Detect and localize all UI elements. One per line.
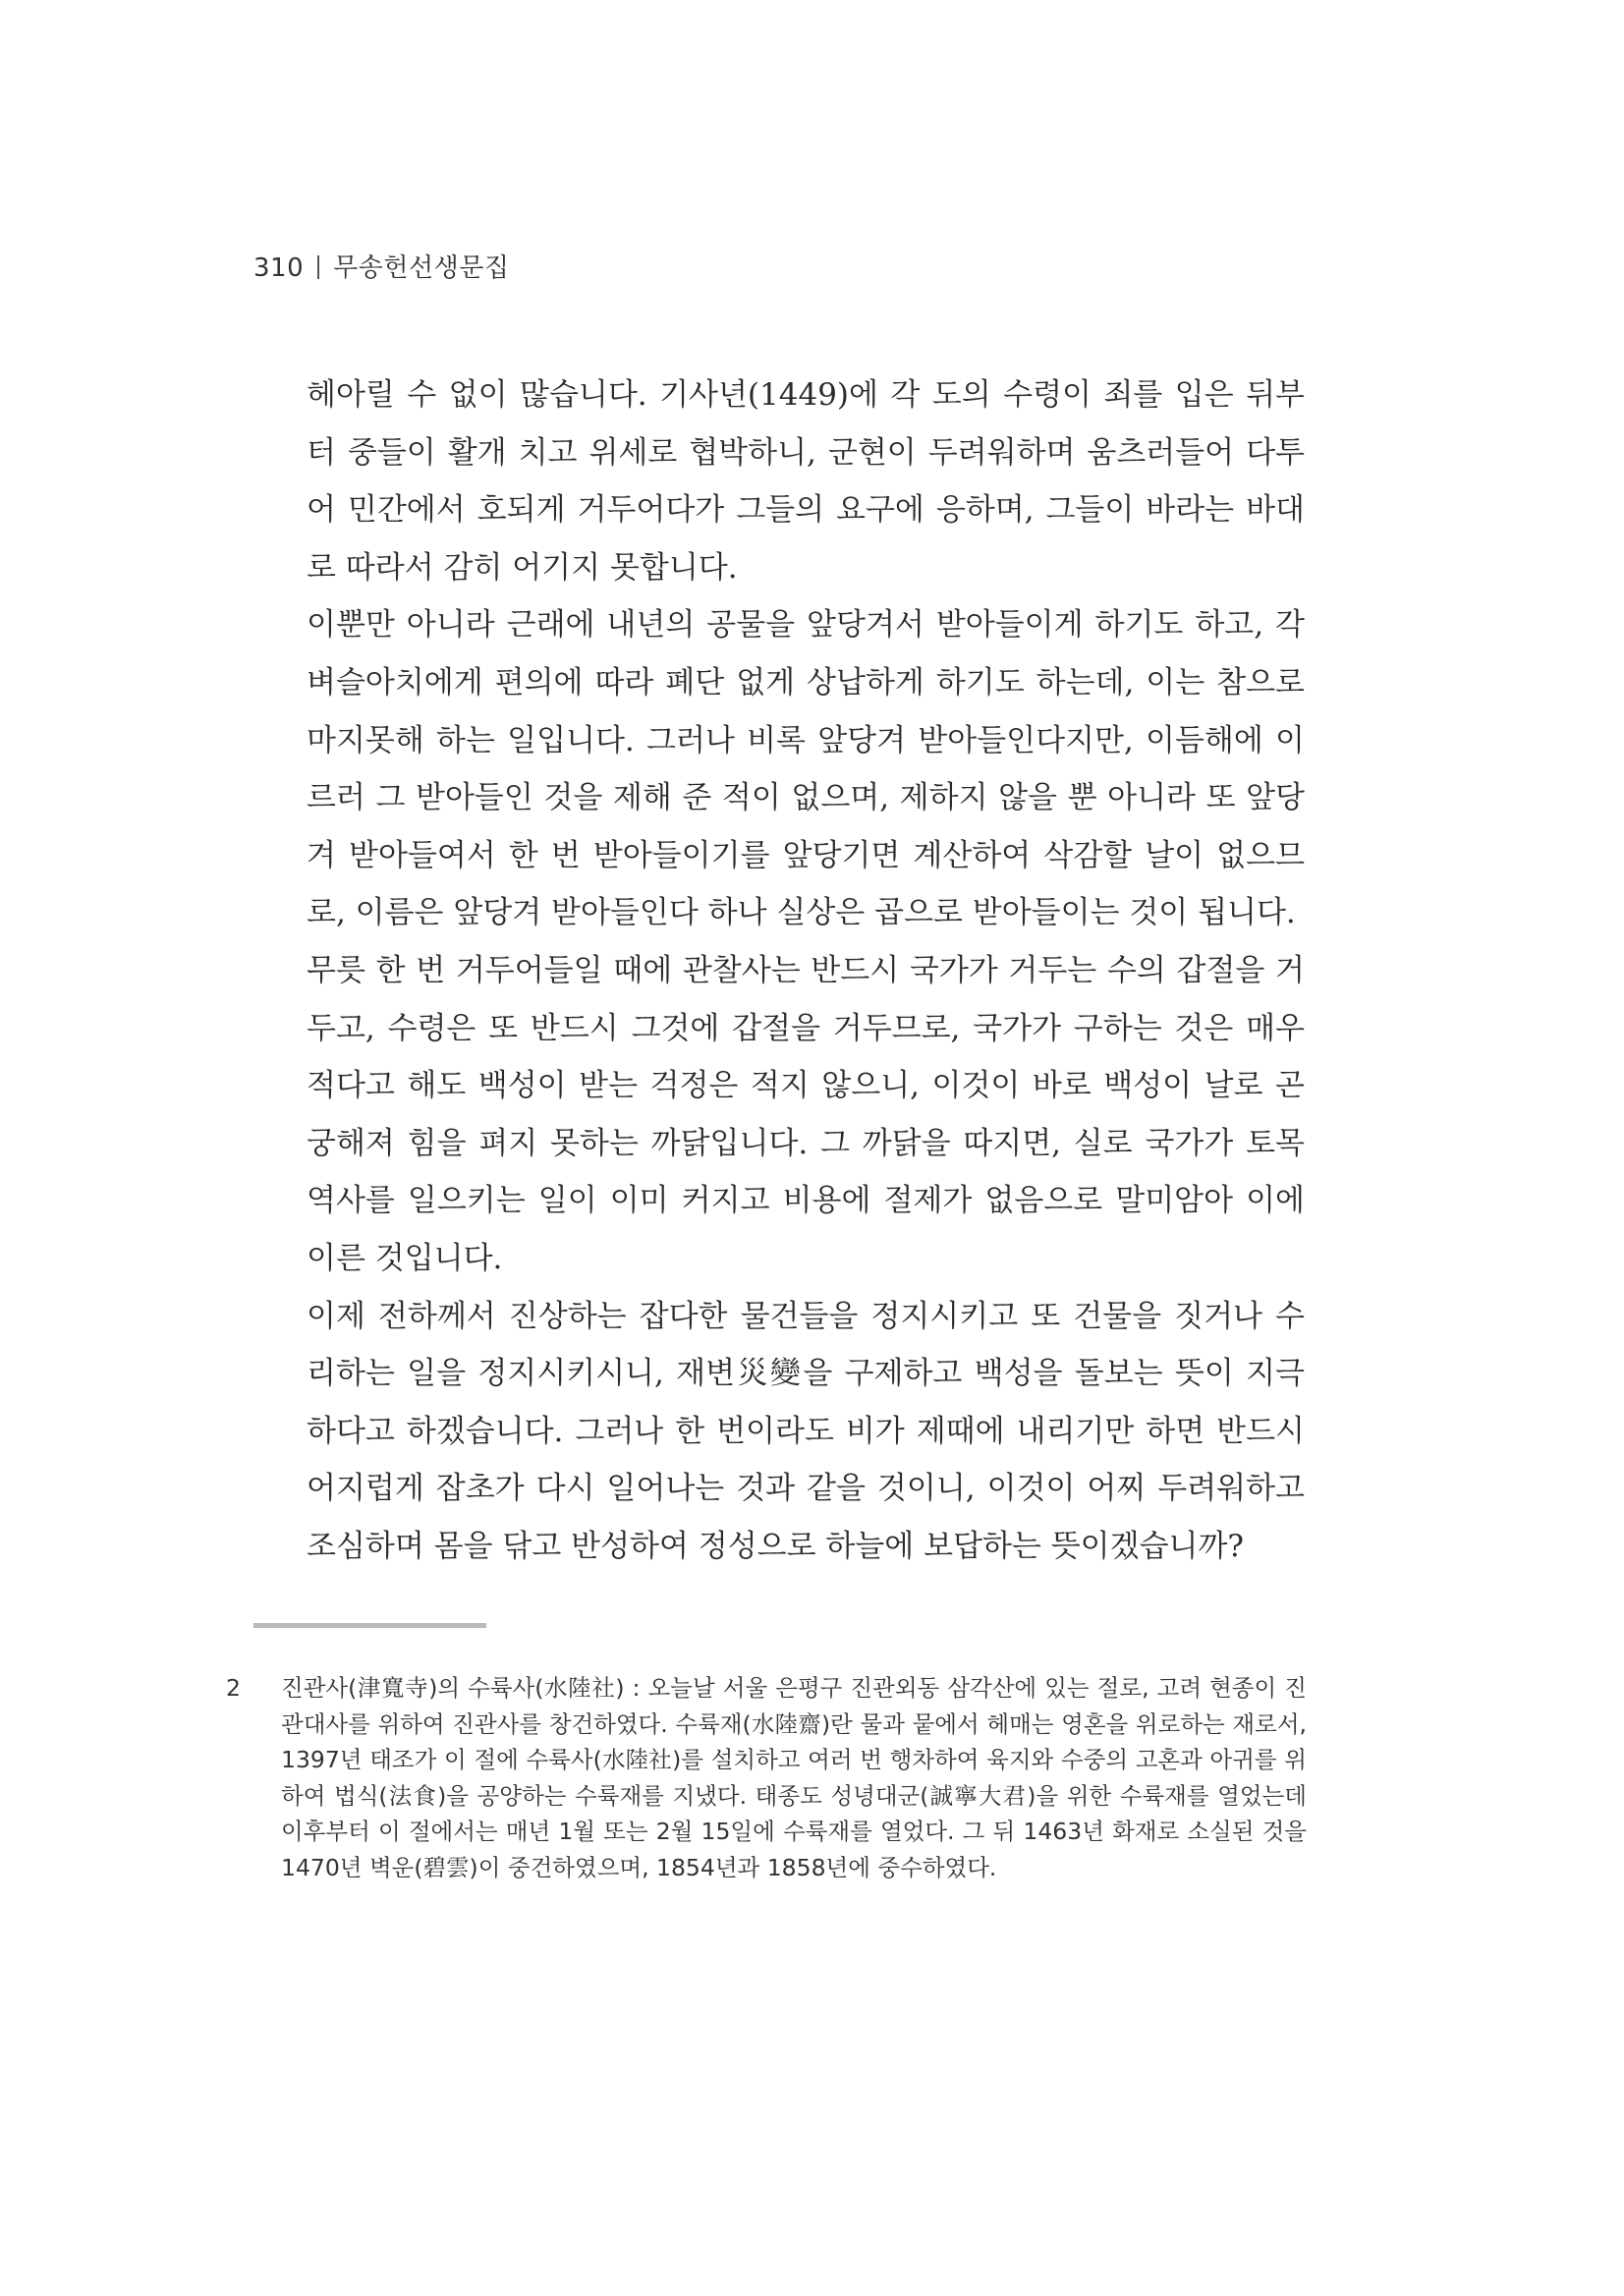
footnote-text: 진관사(津寬寺)의 수륙사(水陸社) : 오늘날 서울 은평구 진관외동 삼각산에 있는 절로, 고려 현종이 진관대사를 위하여 진관사를 창건하였다. 수륙재(水陸齋)란 물과 뭍에서 헤매는 영혼을 위로하는 재로서, 1397년 태조가 이 절에 수륙사(水陸社)를 설치하고 여러 번 행차하여 육지와 수중의 고혼과 아귀를 위하여 법식(法食)을 공양하는 수륙재를 지냈다. 태종도 성녕대군(誠寧大君)을 위한 수륙재를 열었는데 이후부터 이 절에서는 매년 1월 또는 2월 15일에 수륙재를 열었다. 그 뒤 1463년 화재로 소실된 것을 1470년 벽운(碧雲)이 중건하였으며, 1854년과 1858년에 중수하였다. xyxy=(281,1674,1307,1881)
body-paragraph-4: 이제 전하께서 진상하는 잡다한 물건들을 정지시키고 또 건물을 짓거나 수리하는 일을 정지시키시니, 재변災變을 구제하고 백성을 돌보는 뜻이 지극하다고 하겠습니다. 그러나 한 번이라도 비가 제때에 내리기만 하면 반드시 어지럽게 잡초가 다시 일어나는 것과 같을 것이니, 이것이 어찌 두려워하고 조심하며 몸을 닦고 반성하여 정성으로 하늘에 보답하는 뜻이겠습니까? xyxy=(307,1298,1305,1564)
book-title: 무송헌선생문집 xyxy=(333,253,510,283)
footnote-number: 2 xyxy=(226,1674,241,1702)
main-text xyxy=(307,366,1305,1575)
body-paragraph-2: 이뿐만 아니라 근래에 내년의 공물을 앞당겨서 받아들이게 하기도 하고, 각 벼슬아치에게 편의에 따라 폐단 없게 상납하게 하기도 하는데, 이는 참으로 마지못해 하는 일입니다. 그러나 비록 앞당겨 받아들인다지만, 이듬해에 이르러 그 받아들인 것을 제해 준 적이 없으며, 제하지 않을 뿐 아니라 또 앞당겨 받아들여서 한 번 받아들이기를 앞당기면 계산하여 삭감할 날이 없으므로, 이름은 앞당겨 받아들인다 하나 실상은 곱으로 받아들이는 것이 됩니다. xyxy=(307,607,1305,931)
running-header xyxy=(253,248,509,284)
body-paragraph-1: 헤아릴 수 없이 많습니다. 기사년(1449)에 각 도의 수령이 죄를 입은 뒤부터 중들이 활개 치고 위세로 협박하니, 군현이 두려워하며 움츠러들어 다투어 민간에서 호되게 거두어다가 그들의 요구에 응하며, 그들이 바라는 바대로 따라서 감히 어기지 못합니다. xyxy=(307,377,1305,586)
page-number: 310 xyxy=(253,253,305,283)
body-paragraph-3: 무릇 한 번 거두어들일 때에 관찰사는 반드시 국가가 거두는 수의 갑절을 거두고, 수령은 또 반드시 그것에 갑절을 거두므로, 국가가 구하는 것은 매우 적다고 해도 백성이 받는 걱정은 적지 않으니, 이것이 바로 백성이 날로 곤궁해져 힘을 펴지 못하는 까닭입니다. 그 까닭을 따지면, 실로 국가가 토목 역사를 일으키는 일이 이미 커지고 비용에 절제가 없음으로 말미암아 이에 이른 것입니다. xyxy=(307,952,1305,1276)
footnote-divider xyxy=(253,1623,486,1628)
footnote-2 xyxy=(226,1670,1307,1886)
header-separator xyxy=(317,255,319,279)
footnote-section xyxy=(226,1670,1307,1886)
